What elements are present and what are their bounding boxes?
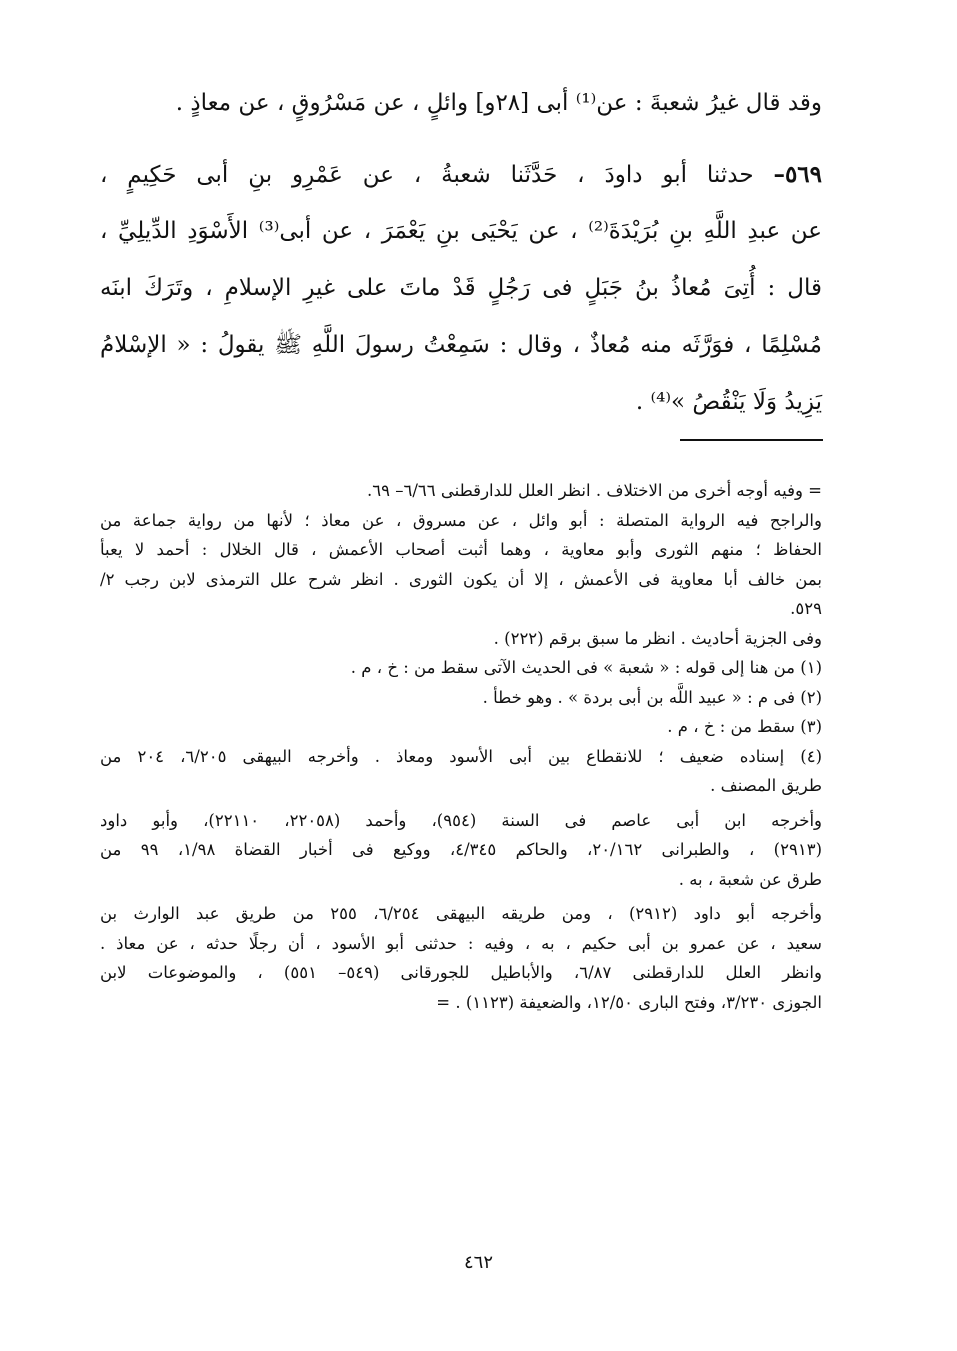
footnote-separator — [680, 439, 823, 441]
footnote-line: وانظر العلل للدارقطنى ٦/٨٧، والأباطيل للجورقانى (٥٤٩– ٥٥١) ، والموضوعات لابن — [100, 963, 822, 982]
footnote-line: وأخرجه ابن أبى عاصم فى السنة (٩٥٤)، وأحمد (٢٢٠٥٨، ٢٢١١٠)، وأبو داود — [100, 810, 822, 830]
footnote-line: ٥٢٩. — [790, 599, 822, 618]
hadith-line: ٥٦٩– حدثنا أبو داودَ ، حَدَّثَنا شعبةُ ، عن عَمْرِو بنِ أبى حَكِيمٍ ، — [100, 161, 822, 188]
footnote-2: (٢) فى م : « عبيد اللَّه بن أبى بردة » . وهو خطأ . — [482, 687, 822, 707]
footnote-line: (٢٩١٣) ، والطبرانى ٢٠/١٦٢، والحاكم ٤/٣٤٥، ووكيع فى أخبار القضاة ١/٩٨، ٩٩ من — [100, 840, 822, 859]
hadith-line: عن عبدِ اللَّهِ بنِ بُرَيْدَةَ⁽²⁾ ، عن يَحْيَى بنِ يَعْمَرَ ، عن أبى⁽³⁾ الأَسْوَدِ الدِّيلِيِّ ، — [100, 218, 822, 244]
footnote-line: طريق المصنف . — [710, 776, 822, 795]
footnote-line: بمن خالف أبا معاوية فى الأعمش ، إلا أن يكون الثورى . انظر شرح علل الترمذى لابن رجب ٢/ — [100, 569, 822, 589]
hadith-line: يَزِيدُ وَلَا يَنْقُصُ »⁽⁴⁾ . — [635, 389, 822, 415]
footnote-4: (٤) إسناده ضعيف ؛ للانقطاع بين أبى الأسود ومعاذ . وأخرجه البيهقى ٦/٢٠٥، ٢٠٤ من — [100, 746, 822, 766]
footnote-line: الحفاظ ؛ منهم الثورى وأبو معاوية ، وهما أثبت أصحاب الأعمش ، قال الخلال : أحمد لا يعبأ — [100, 540, 822, 559]
hadith-number: ٥٦٩– — [773, 161, 822, 188]
footnotes — [100, 476, 822, 1017]
hadith-line: قال : أُتِىَ مُعاذُ بنُ جَبَلٍ فى رَجُلٍ قَدْ ماتَ على غيرِ الإسلامِ ، وتَرَكَ ابنَه — [100, 275, 822, 301]
footnote-line: = وفيه أوجه أخرى من الاختلاف . انظر العلل للدارقطنى ٦/٦٦– ٦٩. — [367, 481, 822, 500]
footnote-line: والراجح فيه الرواية المتصلة : أبو وائل ، عن مسروق ، عن معاذ ؛ لأنها من رواية جماعة من — [100, 510, 822, 530]
footnote-line: وأخرجه أبو داود (٢٩١٢) ، ومن طريقه البيهقى ٦/٢٥٤، ٢٥٥ من طريق عبد الوارث بن — [100, 904, 823, 923]
hadith-line: مُسْلِمًا ، فوَرَّثَه منه مُعاذٌ ، وقال : سَمِعْتُ رسولَ اللَّهِ ﷺ يقولُ : « الإسْلامُ — [100, 332, 822, 358]
page-number: ٤٦٢ — [463, 1252, 493, 1273]
footnote-1: (١) من هنا إلى قوله : « شعبة » فى الحديث الآتى سقط من : خ ، م . — [350, 658, 822, 677]
footnote-line: وفى الجزية أحاديث . انظر ما سبق برقم (٢٢٢) . — [493, 628, 822, 648]
hadith-569 — [100, 146, 822, 431]
footnote-line: طرق عن شعبة ، به . — [678, 869, 822, 889]
opening-line: وقد قال غيرُ شعبةَ : عن⁽¹⁾ أبى [٢٨و] وائلٍ ، عن مَسْرُوقٍ ، عن معاذٍ . — [175, 90, 822, 116]
footnote-line: سعيد ، عن عمرو بن أبى حكيم ، به ، وفيه : حدثنى أبو الأسود ، أن رجلًا حدثه ، عن معاذ . — [100, 933, 822, 953]
footnote-3: (٣) سقط من : خ ، م . — [667, 717, 822, 736]
footnote-line: الجوزى ٣/٢٣٠، وفتح البارى ١٢/٥٠، والضعيفة (١١٢٣) . = — [436, 992, 822, 1012]
